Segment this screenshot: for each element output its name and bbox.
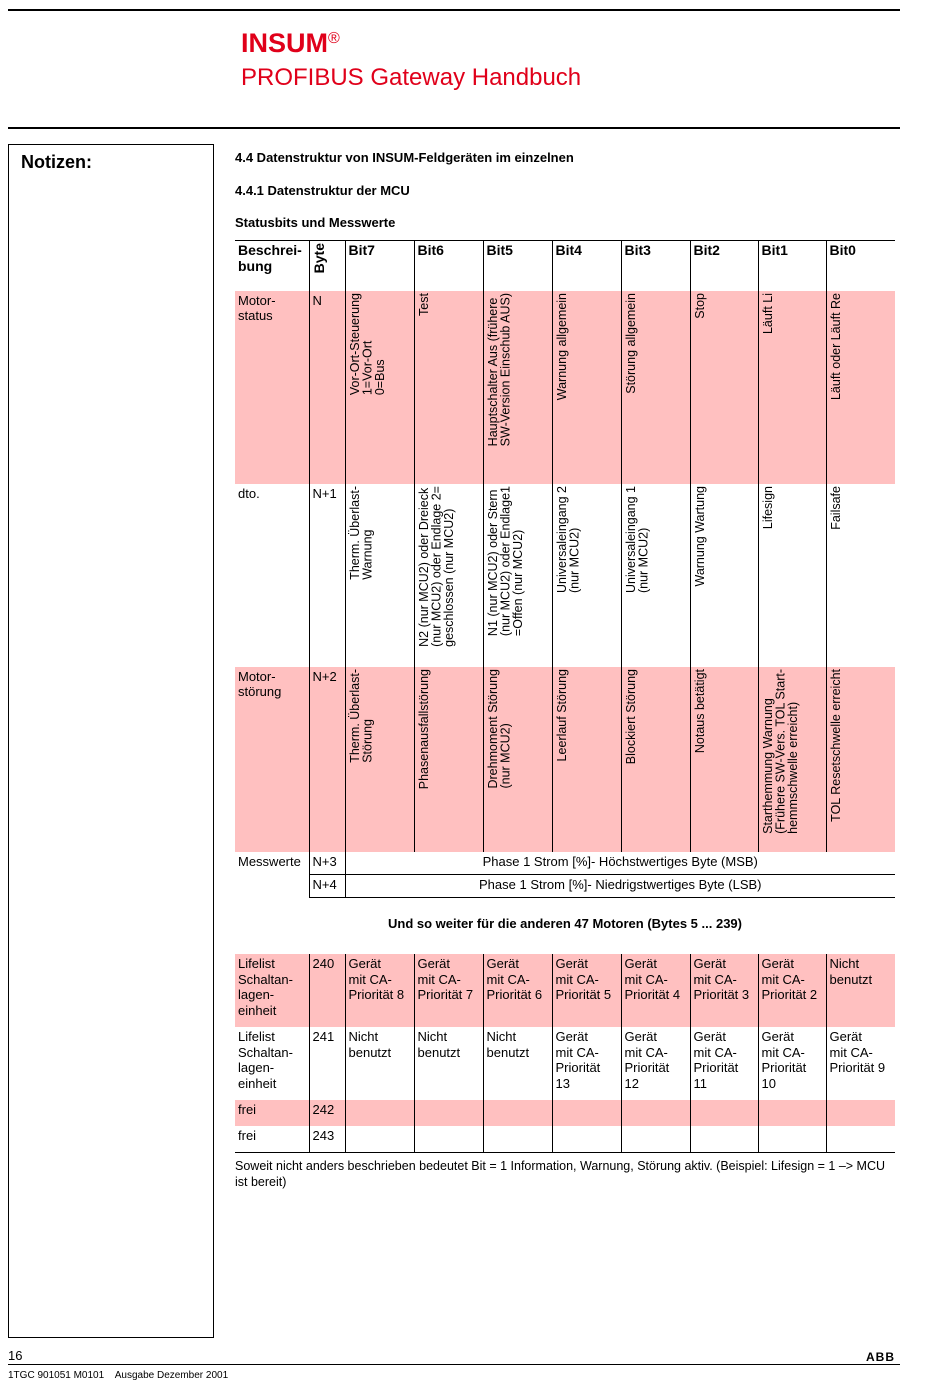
bit5-cell <box>483 1126 552 1152</box>
header-description: Beschrei- bung <box>235 241 309 291</box>
bit7-cell <box>345 1100 414 1126</box>
bit6-cell <box>414 1100 483 1126</box>
bit7-cell <box>345 1126 414 1152</box>
bit0-cell <box>826 1100 895 1126</box>
bit6-cell: Nicht benutzt <box>414 1027 483 1100</box>
row-description: frei <box>235 1100 309 1126</box>
bit3-cell: Gerät mit CA- Priorität 12 <box>621 1027 690 1100</box>
document-subtitle: PROFIBUS Gateway Handbuch <box>241 64 582 91</box>
header-bit6: Bit6 <box>414 241 483 291</box>
bit6-cell: Test <box>414 291 483 484</box>
bit7-cell: Vor-Ort-Steuerung 1=Vor-Ort 0=Bus <box>345 291 414 484</box>
bit5-cell: Drehmoment Störung (nur MCU2) <box>483 667 552 852</box>
bit4-cell <box>552 1100 621 1126</box>
bit0-cell: Failsafe <box>826 484 895 667</box>
table-row <box>235 484 895 667</box>
header-bit7: Bit7 <box>345 241 414 291</box>
continuation-note: Und so weiter für die anderen 47 Motoren (Bytes 5 ... 239) <box>388 916 742 931</box>
bit0-cell: Nicht benutzt <box>826 954 895 1027</box>
table-row <box>235 667 895 852</box>
table-row <box>235 852 895 875</box>
bit3-cell: Blockiert Störung <box>621 667 690 852</box>
bit4-cell: Gerät mit CA- Priorität 13 <box>552 1027 621 1100</box>
bit0-cell: Läuft oder Läuft Re <box>826 291 895 484</box>
header-bit3: Bit3 <box>621 241 690 291</box>
measure-value: Phase 1 Strom [%]- Niedrigstwertiges Byte (LSB) <box>345 875 895 898</box>
table-row <box>235 291 895 484</box>
bit4-cell: Warnung allgemein <box>552 291 621 484</box>
bit5-cell: N1 (nur MCU2) oder Stern (nur MCU2) oder Endlage1 =Offen (nur MCU2) <box>483 484 552 667</box>
footnote: Soweit nicht anders beschrieben bedeutet Bit = 1 Information, Warnung, Störung aktiv. (Beispiel: Lifesign = 1 –> MCU ist bereit) <box>235 1159 886 1189</box>
table-row <box>235 1126 895 1152</box>
bit5-cell <box>483 1100 552 1126</box>
row-description: Motor- störung <box>235 667 309 852</box>
row-description: frei <box>235 1126 309 1152</box>
bit2-cell <box>690 1100 758 1126</box>
bit2-cell: Stop <box>690 291 758 484</box>
notes-title: Notizen: <box>21 152 92 172</box>
bit2-cell: Warnung Wartung <box>690 484 758 667</box>
subsection-heading: 4.4.1 Datenstruktur der MCU <box>235 183 410 198</box>
row-description: Messwerte <box>238 853 301 869</box>
bit1-cell: Starthemmung Warnung (Frühere SW-Vers. TOL Start- hemmschwelle erreicht) <box>758 667 826 852</box>
top-rule <box>8 9 900 11</box>
bit3-cell: Universaleingang 1 (nur MCU2) <box>621 484 690 667</box>
bit4-cell: Universaleingang 2 (nur MCU2) <box>552 484 621 667</box>
row-description: Lifelist Schaltan- lagen- einheit <box>235 954 309 1027</box>
bit1-cell <box>758 1126 826 1152</box>
bit3-cell <box>621 1126 690 1152</box>
row-description <box>235 875 309 898</box>
bit5-cell: Hauptschalter Aus (frühere SW-Version Einschub AUS) <box>483 291 552 484</box>
bit6-cell <box>414 1126 483 1152</box>
bit1-cell: Gerät mit CA- Priorität 2 <box>758 954 826 1027</box>
abb-logo: ABB <box>866 1350 895 1364</box>
bit4-cell: Leerlauf Störung <box>552 667 621 852</box>
row-description: Motor- status <box>235 291 309 484</box>
bit0-cell: TOL Resetschwelle erreicht <box>826 667 895 852</box>
lifelist-table <box>235 954 895 1153</box>
row-byte: N <box>309 291 345 484</box>
bit2-cell: Notaus betätigt <box>690 667 758 852</box>
table-row <box>235 954 895 1027</box>
header-bit4: Bit4 <box>552 241 621 291</box>
brand-title: INSUM® <box>241 28 340 58</box>
bit4-cell: Gerät mit CA- Priorität 5 <box>552 954 621 1027</box>
table-row <box>235 1100 895 1126</box>
row-byte: N+2 <box>309 667 345 852</box>
bit2-cell <box>690 1126 758 1152</box>
status-table <box>235 240 895 898</box>
row-byte: N+1 <box>309 484 345 667</box>
bit1-cell: Läuft Li <box>758 291 826 484</box>
table-title: Statusbits und Messwerte <box>235 215 396 230</box>
bit0-cell: Gerät mit CA- Priorität 9 <box>826 1027 895 1100</box>
bit6-cell: N2 (nur MCU2) oder Dreieck (nur MCU2) oder Endlage 2= geschlossen (nur MCU2) <box>414 484 483 667</box>
row-byte: 240 <box>309 954 345 1027</box>
header-bit2: Bit2 <box>690 241 758 291</box>
row-description: Lifelist Schaltan- lagen- einheit <box>238 1029 293 1091</box>
bit2-cell: Gerät mit CA- Priorität 3 <box>690 954 758 1027</box>
bit7-cell: Therm. Überlast- Störung <box>345 667 414 852</box>
bit7-cell: Nicht benutzt <box>345 1027 414 1100</box>
row-byte: N+4 <box>309 875 345 898</box>
footer-rule <box>8 1364 900 1365</box>
section-heading: 4.4 Datenstruktur von INSUM-Feldgeräten im einzelnen <box>235 150 574 165</box>
document-id: 1TGC 901051 M0101 Ausgabe Dezember 2001 <box>8 1370 229 1381</box>
bit4-cell <box>552 1126 621 1152</box>
bit3-cell: Gerät mit CA- Priorität 4 <box>621 954 690 1027</box>
row-byte: 243 <box>309 1126 345 1152</box>
bit1-cell <box>758 1100 826 1126</box>
bit5-cell: Gerät mit CA- Priorität 6 <box>483 954 552 1027</box>
row-byte: N+3 <box>309 852 345 875</box>
header-byte: Byte <box>309 241 345 291</box>
row-byte: 241 <box>309 1027 345 1100</box>
row-description: dto. <box>238 485 260 501</box>
bit1-cell: Lifesign <box>758 484 826 667</box>
page-number: 16 <box>8 1348 23 1363</box>
bit1-cell: Gerät mit CA- Priorität 10 <box>758 1027 826 1100</box>
bit3-cell: Störung allgemein <box>621 291 690 484</box>
bit2-cell: Gerät mit CA- Priorität 11 <box>690 1027 758 1100</box>
status-header-row <box>235 241 895 291</box>
table-row <box>235 875 895 898</box>
bit6-cell: Phasenausfallstörung <box>414 667 483 852</box>
row-byte: 242 <box>309 1100 345 1126</box>
notes-box <box>8 144 214 1338</box>
bit7-cell: Gerät mit CA- Priorität 8 <box>345 954 414 1027</box>
table-row <box>235 1027 895 1100</box>
bit7-cell: Therm. Überlast- Warnung <box>345 484 414 667</box>
header-bit0: Bit0 <box>826 241 895 291</box>
bit3-cell <box>621 1100 690 1126</box>
measure-value: Phase 1 Strom [%]- Höchstwertiges Byte (MSB) <box>345 852 895 875</box>
bit0-cell <box>826 1126 895 1152</box>
bit6-cell: Gerät mit CA- Priorität 7 <box>414 954 483 1027</box>
header-bit1: Bit1 <box>758 241 826 291</box>
header-rule <box>8 127 900 129</box>
bit5-cell: Nicht benutzt <box>483 1027 552 1100</box>
header-bit5: Bit5 <box>483 241 552 291</box>
